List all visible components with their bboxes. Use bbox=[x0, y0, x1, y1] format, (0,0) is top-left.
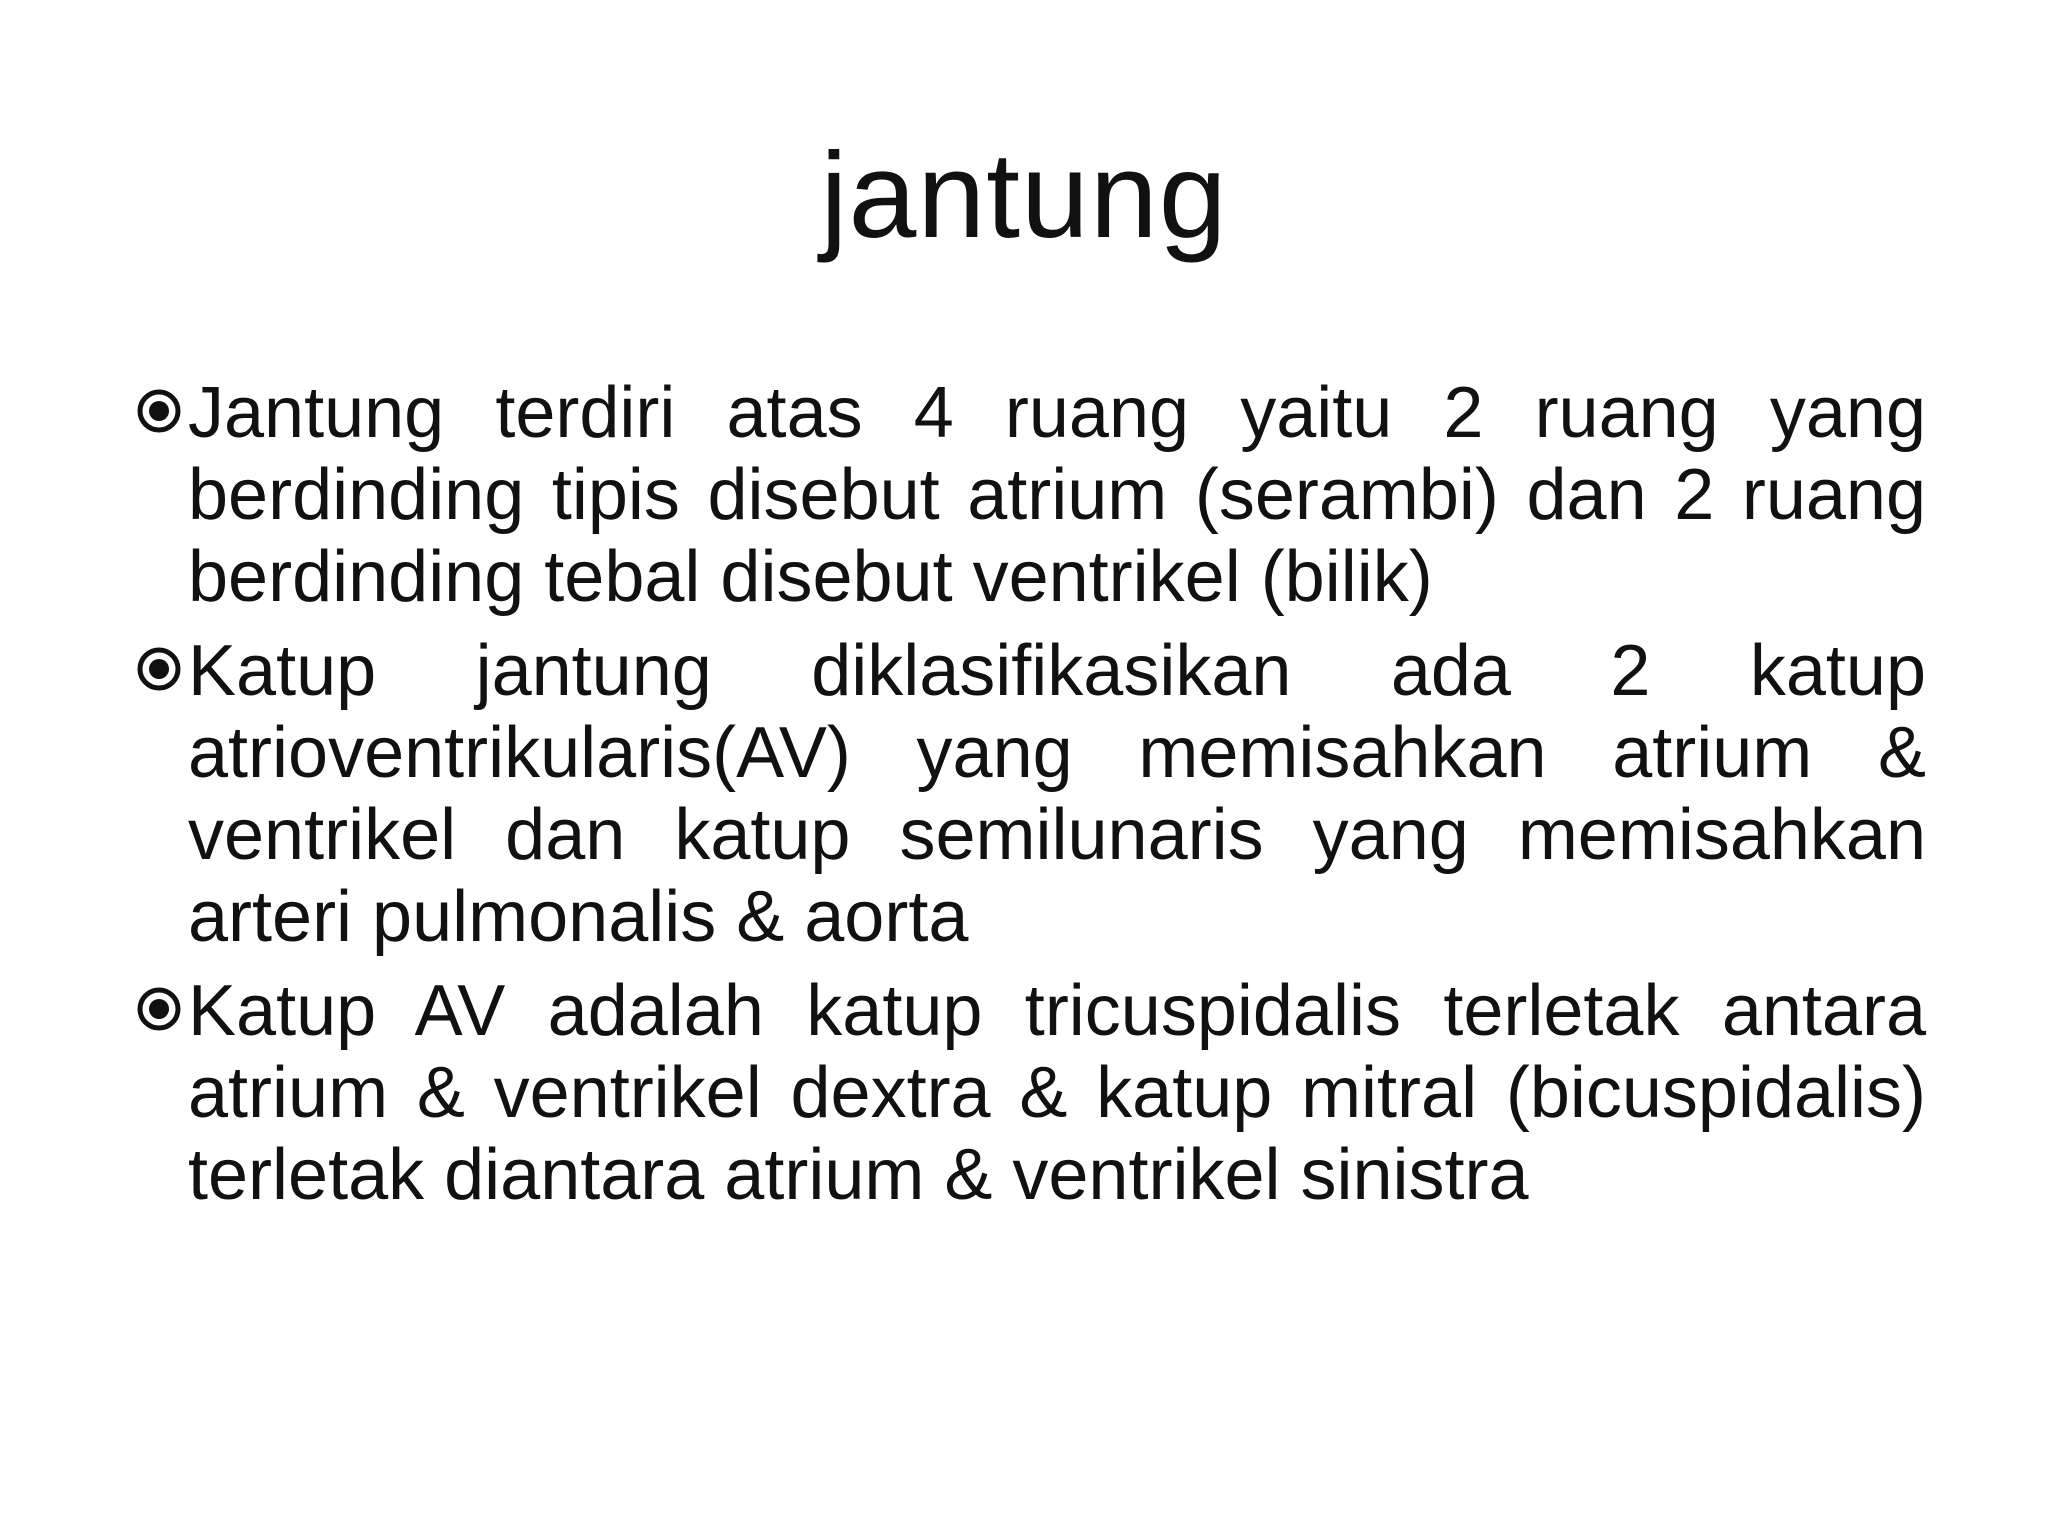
circled-dot-bullet-icon bbox=[136, 986, 182, 1032]
bullet-text: Katup AV adalah katup tricuspidalis terletak antara atrium & ventrikel dextra & katup mitral (bicuspidalis) terletak diantara atrium & ventrikel sinistra bbox=[188, 971, 1926, 1215]
bullet-item bbox=[136, 970, 1926, 1216]
circled-dot-bullet-icon bbox=[136, 388, 182, 434]
bullet-list bbox=[136, 372, 1926, 1228]
bullet-item bbox=[136, 630, 1926, 958]
bullet-text: Jantung terdiri atas 4 ruang yaitu 2 ruang yang berdinding tipis disebut atrium (serambi) dan 2 ruang berdinding tebal disebut ventrikel (bilik) bbox=[188, 373, 1926, 617]
circled-dot-bullet-icon bbox=[136, 646, 182, 692]
slide-title: jantung bbox=[820, 127, 1228, 263]
bullet-item bbox=[136, 372, 1926, 618]
bullet-text: Katup jantung diklasifikasikan ada 2 katup atrioventrikularis(AV) yang memisahkan atrium & ventrikel dan katup semilunaris yang memisahkan arteri pulmonalis & aorta bbox=[188, 631, 1926, 957]
